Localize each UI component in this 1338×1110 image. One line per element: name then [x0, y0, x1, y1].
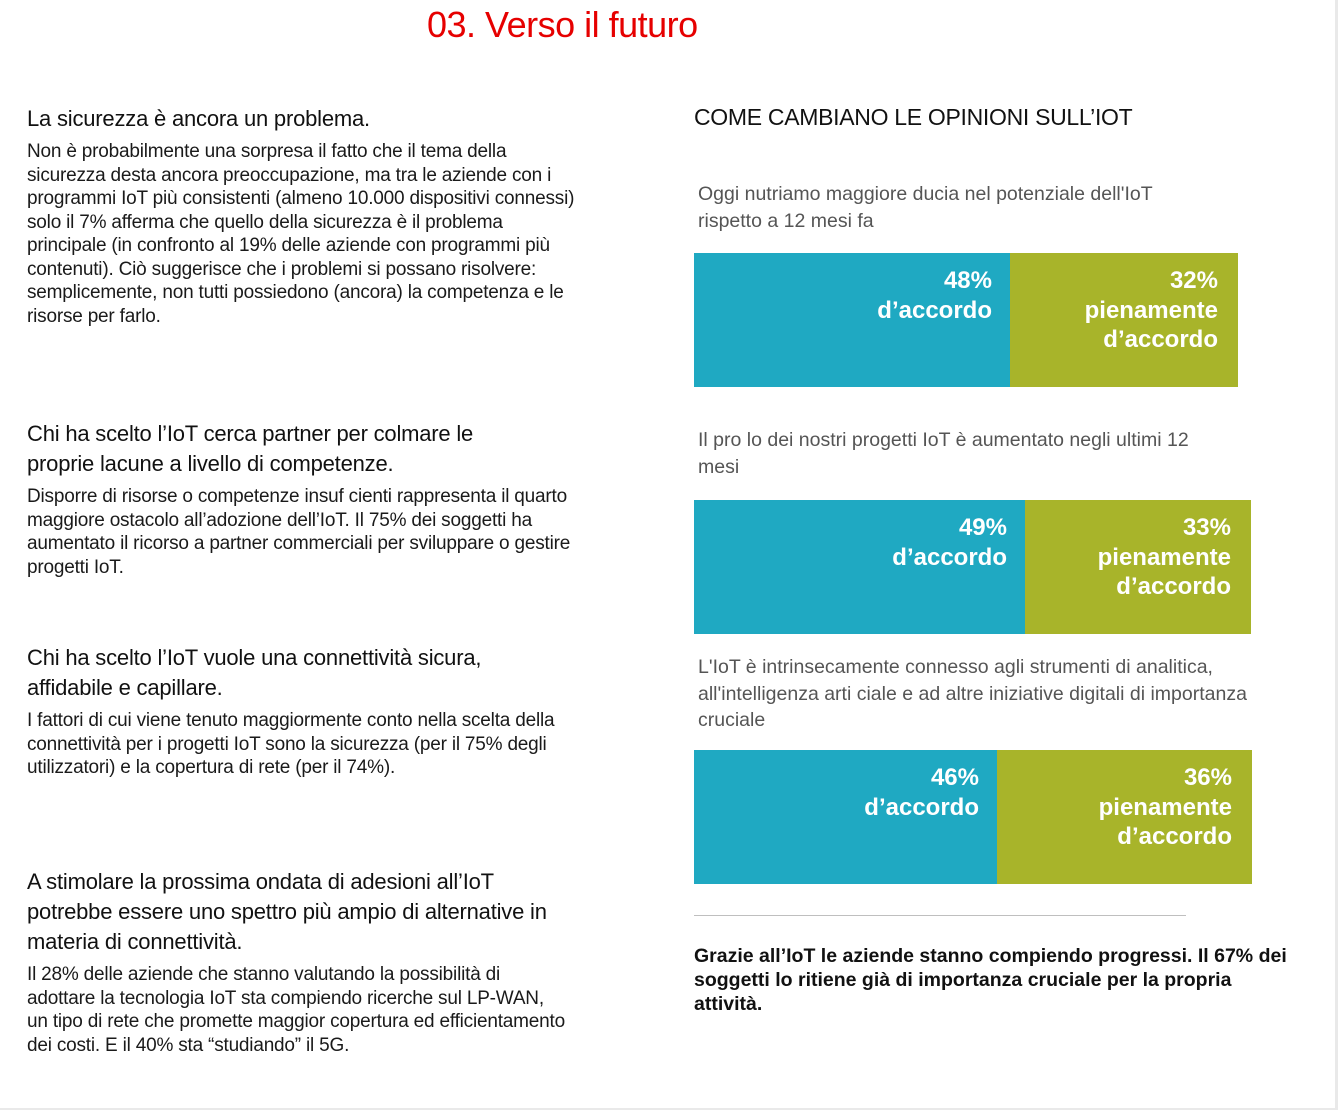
divider	[694, 915, 1186, 916]
strongly-agree-label: pienamente d’accordo	[1097, 543, 1231, 600]
opinions-title: COME CAMBIANO LE OPINIONI SULL’IOT	[694, 104, 1133, 130]
section-heading: Chi ha scelto l’IoT vuole una connettività sicura, affidabile e capillare.	[27, 645, 482, 700]
section-body: Disporre di risorse o competenze insuf cienti rappresenta il quarto maggiore ostacolo all’adozione dell’IoT. Il 75% dei soggetti ha aumentato il ricorso a partner commerciali per sviluppare o gestire progetti IoT.	[27, 486, 571, 578]
agree-label: d’accordo	[864, 793, 979, 821]
agree-segment	[694, 750, 997, 884]
section-body: Non è probabilmente una sorpresa il fatto che il tema della sicurezza desta ancora preoccupazione, ma tra le aziende con i programmi IoT più consistenti (almeno 10.000 dispositivi connessi) solo il 7% afferma che quello della sicurezza è il problema principale (in confronto al 19% delle aziende con programmi più contenuti). Ciò suggerisce che i problemi si possano risolvere: semplicemente, non tutti possiedono (ancora) la competenza e le risorse per farlo.	[27, 141, 575, 327]
agree-percent: 46%	[930, 764, 979, 791]
section-heading: La sicurezza è ancora un problema.	[27, 106, 370, 131]
stat-caption: Oggi nutriamo maggiore ducia nel potenziale dell'IoT rispetto a 12 mesi fa	[698, 183, 1153, 232]
stat-caption: L'IoT è intrinsecamente connesso agli strumenti di analitica, all'intelligenza arti ciale e ad altre iniziative digitali di importanza cruciale	[698, 656, 1247, 731]
section-connectivity	[27, 643, 587, 780]
stat-caption: Il pro lo dei nostri progetti IoT è aumentato negli ultimi 12 mesi	[698, 429, 1189, 478]
strongly-agree-label: pienamente d’accordo	[1098, 793, 1232, 850]
agree-label: d’accordo	[892, 543, 1007, 571]
stat-bar	[694, 253, 1238, 387]
section-next-wave	[27, 867, 587, 1057]
strongly-agree-segment	[997, 750, 1252, 884]
stat-bar	[694, 750, 1252, 884]
section-body: Il 28% delle aziende che stanno valutando la possibilità di adottare la tecnologia IoT sta compiendo ricerche sul LP-WAN, un tipo di rete che promette maggior copertura ed efficientamento dei costi. E il 40% sta “studiando” il 5G.	[27, 964, 565, 1056]
agree-percent: 49%	[958, 514, 1007, 541]
strongly-agree-label: pienamente d’accordo	[1084, 296, 1218, 353]
strongly-agree-segment	[1010, 253, 1238, 387]
page-title: 03. Verso il futuro	[427, 4, 698, 45]
agree-label: d’accordo	[877, 296, 992, 324]
agree-segment	[694, 500, 1025, 634]
section-partners	[27, 419, 587, 579]
strongly-agree-percent: 33%	[1182, 514, 1231, 541]
stat-bar	[694, 500, 1251, 634]
agree-percent: 48%	[943, 267, 992, 294]
section-heading: A stimolare la prossima ondata di adesioni all’IoT potrebbe essere uno spettro più ampio di alternative in materia di connettività.	[27, 869, 547, 954]
section-body: I fattori di cui viene tenuto maggiormente conto nella scelta della connettività per i progetti IoT sono la sicurezza (per il 75% degli utilizzatori) e la copertura di rete (per il 74%).	[27, 710, 555, 778]
strongly-agree-segment	[1025, 500, 1251, 634]
conclusion-text: Grazie all’IoT le aziende stanno compiendo progressi. Il 67% dei soggetti lo ritiene già di importanza cruciale per la propria attività.	[694, 945, 1287, 1015]
strongly-agree-percent: 32%	[1169, 267, 1218, 294]
section-heading: Chi ha scelto l’IoT cerca partner per colmare le proprie lacune a livello di competenze.	[27, 421, 474, 476]
agree-segment	[694, 253, 1010, 387]
strongly-agree-percent: 36%	[1183, 764, 1232, 791]
section-security	[27, 104, 587, 328]
